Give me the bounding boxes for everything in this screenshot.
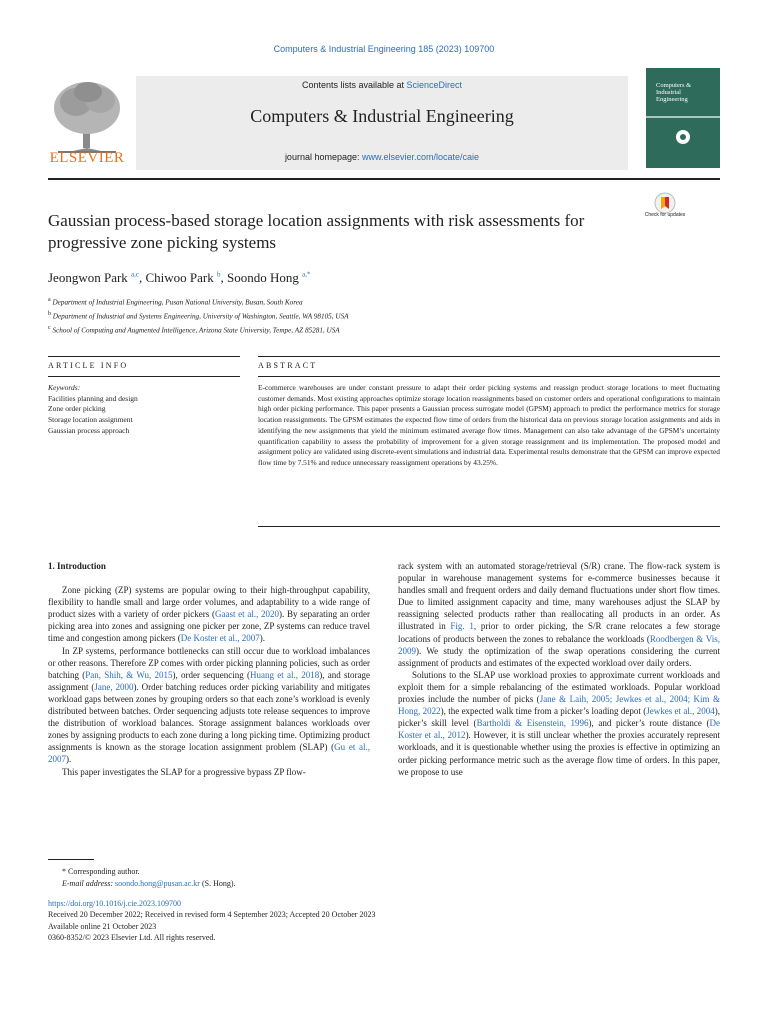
received-dates: Received 20 December 2022; Received in revised form 4 September 2023; Accepted 20 October 2023 — [48, 910, 376, 920]
affiliation-item — [48, 323, 349, 337]
keywords-label: Keywords: — [48, 383, 81, 392]
abstract-heading-rule — [258, 376, 720, 377]
paragraph-text: ), and storage assignment ( — [48, 669, 370, 692]
paragraph-text: ), and picker’s route distance ( — [588, 718, 710, 729]
author-affiliation-marker[interactable]: b — [217, 270, 221, 279]
doi-link[interactable]: https://doi.org/10.1016/j.cie.2023.109700 — [48, 899, 181, 908]
affiliation-marker: b — [48, 310, 51, 317]
body-paragraph — [48, 645, 370, 766]
author-separator: , — [139, 270, 146, 285]
footnote-rule — [48, 859, 94, 860]
affiliation-marker: a — [48, 297, 51, 303]
affiliation-text: School of Computing and Augmented Intelligence, Arizona State University, Tempe, AZ 85281, USA — [52, 326, 340, 335]
body-column-left — [48, 560, 370, 778]
citation-link[interactable]: Gaast et al., 2020 — [214, 609, 280, 620]
paragraph-text: Solutions to the SLAP use workload proxies to approximate current workloads and exploit them for a simple rebalancing of the estimated workloads. Popular workload proxies include the number of picks ( — [398, 669, 720, 705]
abstract-heading: ABSTRACT — [258, 361, 318, 370]
journal-cover-thumbnail[interactable] — [646, 68, 720, 168]
paragraph-text: ). — [66, 754, 72, 765]
author-name[interactable]: Soondo Hong — [227, 270, 299, 285]
check-for-updates-label[interactable]: Check for updates — [644, 212, 686, 218]
citation-link[interactable]: Jewkes et al., 2004 — [646, 706, 715, 717]
paper-title: Gaussian process-based storage location assignments with risk assessments for progressive zone picking systems — [48, 211, 585, 252]
body-paragraph — [48, 584, 370, 644]
section-heading: 1. Introduction — [48, 561, 106, 571]
email-suffix: (S. Hong). — [199, 878, 236, 888]
footnotes — [48, 866, 720, 889]
citation-link[interactable]: De Koster et al., 2012 — [398, 718, 720, 741]
affiliation-item — [48, 309, 349, 323]
abstract-text: E-commerce warehouses are under constant pressure to adapt their order picking systems and reassign product storage locations to meet fluctuating customer demands. Most existing approaches optimize storage location reassignments based on customer orders and operational configurations to maintain high order picking performance. This paper presents a Gaussian process surrogate model (GPSM) approach to predict the performance metrics for storage location reassignments. The GPSM estimates the expected flow time of orders from the historical data on previous storage location assignments and aids in identifying the new assignments that yield the minimum estimated average flow times. Management can also take advantage of the GPSM’s uncertainty quantification capability to assess the probability of improvement for a given storage reassignment and its implementation. The proposed model and assignment policy are validated using discrete-event simulations and industrial data. Experimental results demonstrate that the GPSM can improve expected flow time by 7.51% and reduce unnecessary reassignment operations by 43.25%. — [258, 383, 720, 467]
paragraph-text: Zone picking (ZP) systems are popular owing to their high-throughput capability, flexibility to handle small and large order volumes, and adaptability to a wide range of product sizes with a variety of order pickers ( — [48, 585, 370, 620]
paragraph-text: ), picker’s skill level ( — [398, 706, 721, 729]
cover-badge-inner — [680, 134, 686, 140]
journal-info-box — [136, 76, 628, 170]
contents-line — [136, 80, 628, 90]
homepage-prefix: journal homepage: — [284, 152, 362, 162]
paragraph-text: rack system with an automated storage/retrieval (S/R) crane. The flow-rack system is popular in warehouse management systems for e-commerce businesses because it handles small and frequent orders and daily demand fluctuations under short flow times. Due to limited assignment capacity and time, many warehouses adjust the SLAP by reassigning selected products rather than reallocating all products in an order. As illustrated in — [398, 561, 720, 632]
body-paragraph — [398, 669, 720, 778]
citation-link[interactable]: Bartholdi & Eisenstein, 1996 — [476, 718, 589, 729]
citation-link[interactable]: Jane & Laih, 2005; Jewkes et al., 2004; Kim & Hong, 2022 — [398, 694, 720, 717]
citation-link[interactable]: Huang et al., 2018 — [249, 669, 320, 680]
author-name[interactable]: Jeongwon Park — [48, 270, 128, 285]
citation-link[interactable]: Roodbergen & Vis, 2009 — [398, 633, 720, 656]
abstract-bottom-rule — [258, 526, 720, 527]
publisher-wordmark: ELSEVIER — [49, 150, 125, 166]
copyright: 0360-8352/© 2023 Elsevier Ltd. All rights reserved. — [48, 932, 216, 942]
available-online: Available online 21 October 2023 — [48, 921, 157, 931]
paragraph-text: ). By separating an order picking area into zones and assigning one picker per zone, ZP systems can reduce travel time and congestion among pickers ( — [48, 609, 371, 644]
email-label: E-mail address: — [62, 878, 116, 888]
abstract-top-rule — [258, 356, 720, 357]
email-note — [48, 878, 720, 890]
paragraph-text: ), the expected walk time from a picker’s loading depot ( — [440, 706, 647, 717]
author-separator: , — [220, 270, 228, 285]
affiliation-text: Department of Industrial and Systems Engineering, University of Washington, Seattle, WA 98105, USA — [52, 312, 349, 321]
article-info-heading: ARTICLE INFO — [48, 361, 129, 370]
paragraph-text: This paper investigates the SLAP for a progressive bypass ZP flow- — [62, 766, 306, 777]
cover-title: Computers & Industrial Engineering — [656, 82, 692, 103]
author-list — [48, 270, 311, 286]
paragraph-text: ). — [259, 633, 265, 644]
body-paragraph — [48, 766, 370, 778]
paragraph-text: ). Order batching reduces order picking variability and mitigates workload gaps between zones by grouping orders so that each zone’s workload is evenly distributed between batches. Order sequencing adjusts tote release sequences to improve the distribution of workload balances. Storage assignment balances workloads over zones by assigning products to each zone during a long picking time. Optimizing product assignments is known as the storage location assignment problem (SLAP) ( — [48, 681, 371, 753]
paragraph-text: In ZP systems, performance bottlenecks can still occur due to workload imbalances or other reasons. Therefore ZP comes with order picking planning policies, such as order batching ( — [48, 645, 370, 680]
keyword-item: Facilities planning and design — [48, 393, 138, 403]
journal-header — [48, 68, 720, 170]
author-name[interactable]: Chiwoo Park — [145, 270, 214, 285]
homepage-link[interactable]: www.elsevier.com/locate/caie — [362, 152, 480, 162]
citation-link[interactable]: De Koster et al., 2007 — [180, 633, 260, 644]
citation-link[interactable]: Fig. 1 — [450, 621, 474, 632]
cover-stripe — [646, 116, 720, 118]
keyword-item: Gaussian process approach — [48, 425, 130, 435]
body-paragraph — [398, 560, 720, 669]
article-info-top-rule — [48, 356, 240, 357]
paragraph-text: ), order sequencing ( — [172, 669, 250, 680]
header-divider — [48, 178, 720, 180]
article-info-heading-rule — [48, 376, 240, 377]
author-affiliation-marker[interactable]: a,c — [131, 270, 140, 279]
citation-link[interactable]: Jane, 2000 — [94, 681, 134, 692]
keywords-block — [48, 383, 240, 437]
journal-citation[interactable]: Computers & Industrial Engineering 185 (2023) 109700 — [273, 44, 495, 54]
citation-link[interactable]: Gu et al., 2007 — [48, 742, 370, 765]
sciencedirect-link[interactable]: ScienceDirect — [406, 80, 463, 90]
email-link[interactable]: soondo.hong@pusan.ac.kr — [115, 878, 200, 888]
journal-title: Computers & Industrial Engineering — [250, 106, 514, 126]
contents-prefix: Contents lists available at — [301, 80, 407, 90]
homepage-line — [136, 152, 628, 162]
author-affiliation-marker[interactable]: a,* — [302, 270, 311, 279]
corresponding-author-note: * Corresponding author. — [62, 867, 140, 876]
affiliation-list — [48, 295, 349, 337]
publication-info — [48, 898, 720, 943]
keyword-item: Storage location assignment — [48, 415, 133, 425]
paragraph-text: ). We study the optimization of the swap operations considering the current assignment of products and estimates of the expected workload over daily orders. — [398, 645, 720, 668]
body-column-right — [398, 560, 720, 778]
paragraph-text: ). However, it is still unclear whether the proxies accurately represent workloads, and it is questionable whether using the proxies is effective in optimizing an order picking performance metric such as the average flow time of orders. In this paper, we propose to use — [398, 730, 721, 777]
paragraph-text: , prior to order picking, the S/R crane relocates a few storage locations of products between the zones to rebalance the workloads ( — [398, 621, 721, 644]
keyword-item: Zone order picking — [48, 404, 106, 414]
citation-link[interactable]: Pan, Shih, & Wu, 2015 — [85, 669, 173, 680]
check-for-updates-icon[interactable] — [648, 192, 682, 226]
affiliation-marker: c — [48, 324, 51, 331]
affiliation-item — [48, 295, 349, 309]
affiliation-text: Department of Industrial Engineering, Pusan National University, Busan, South Korea — [52, 298, 303, 307]
